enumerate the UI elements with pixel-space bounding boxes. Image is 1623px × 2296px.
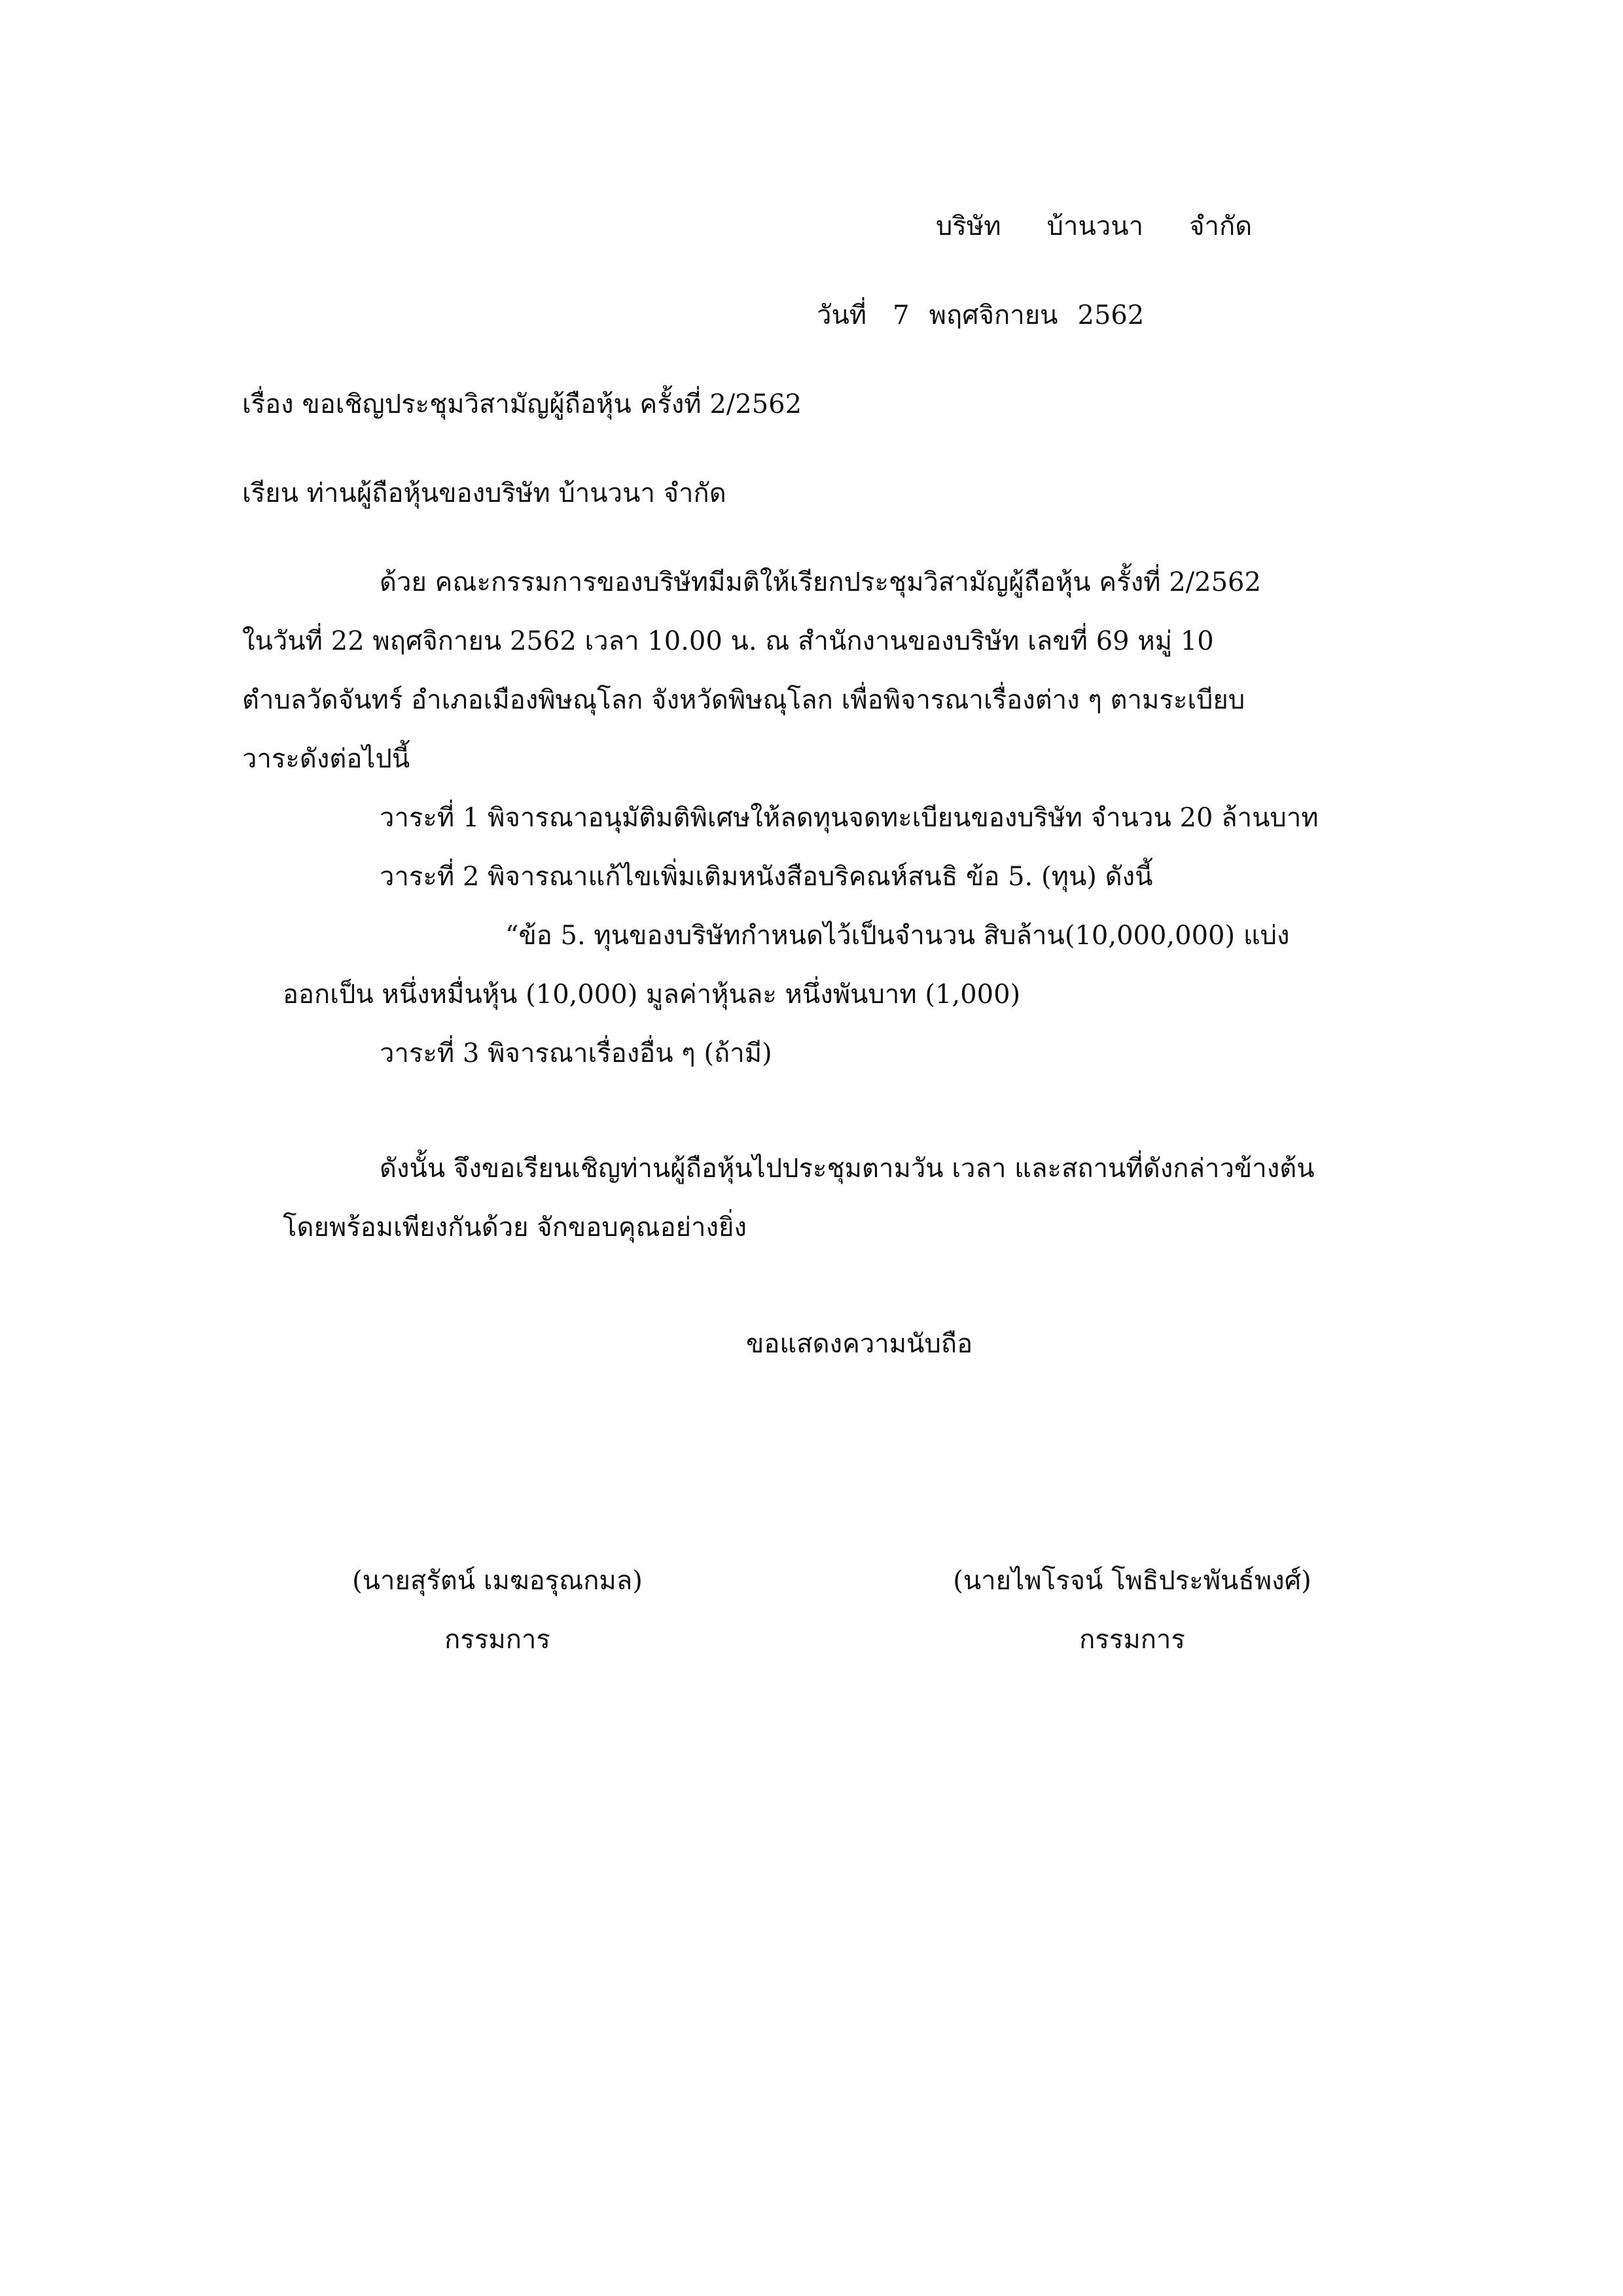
signatory-right (910, 1563, 1355, 1658)
date-year: 2562 (1077, 300, 1145, 330)
signatory-title: กรรมการ (444, 1625, 550, 1655)
para1-line2: ในวันที่ 22 พฤศจิกายน 2562 เวลา 10.00 น. ณ สำนักงานของบริษัท เลขที่ 69 หมู่ 10 (242, 626, 1214, 656)
agenda-item-1: วาระที่ 1 พิจารณาอนุมัติมติพิเศษให้ลดทุนจดทะเบียนของบริษัท จำนวน 20 ล้านบาท (380, 803, 1319, 833)
letter-date (817, 297, 1144, 334)
signatory-title: กรรมการ (1079, 1625, 1185, 1655)
quote-line-1: “ข้อ 5. ทุนของบริษัทกำหนดไว้เป็นจำนวน สิบล้าน(10,000,000) แบ่ง (505, 921, 1290, 951)
agenda-item-2: วาระที่ 2 พิจารณาแก้ไขเพิ่มเติมหนังสือบริคณห์สนธิ ข้อ 5. (ทุน) ดังนี้ (380, 862, 1153, 892)
subject-label: เรื่อง (242, 389, 294, 419)
para1-line4: วาระดังต่อไปนี้ (242, 744, 410, 774)
subject-line (242, 386, 802, 423)
signatory-name: (นายสุรัตน์ เมฆอรุณกมล) (352, 1566, 643, 1596)
company-name: บ้านวนา (1046, 211, 1144, 241)
recipient-text: ท่านผู้ถือหุ้นของบริษัท บ้านวนา จำกัด (306, 478, 726, 508)
quote-line-2: ออกเป็น หนึ่งหมื่นหุ้น (10,000) มูลค่าหุ้นละ หนึ่งพันบาท (1,000) (283, 980, 1021, 1010)
para2-line2: โดยพร้อมเพียงกันด้วย จักขอบคุณอย่างยิ่ง (283, 1212, 747, 1243)
closing-text: ขอแสดงความนับถือ (746, 1329, 973, 1359)
signatory-name: (นายไพโรจน์ โพธิประพันธ์พงศ์) (953, 1566, 1311, 1596)
recipient-line (242, 475, 726, 512)
recipient-label: เรียน (242, 478, 298, 508)
para1-line3: ตำบลวัดจันทร์ อำเภอเมืองพิษณุโลก จังหวัดพิษณุโลก เพื่อพิจารณาเรื่องต่าง ๆ ตามระเบียบ (242, 685, 1245, 715)
company-suffix: จำกัด (1189, 211, 1253, 241)
para2-line1: ดังนั้น จึงขอเรียนเชิญท่านผู้ถือหุ้นไปประชุมตามวัน เวลา และสถานที่ดังกล่าวข้างต้น (380, 1154, 1315, 1184)
company-prefix: บริษัท (936, 211, 1001, 241)
date-label: วันที่ (817, 300, 867, 330)
date-month: พฤศจิกายน (929, 300, 1058, 330)
company-header (936, 208, 1252, 245)
subject-text: ขอเชิญประชุมวิสามัญผู้ถือหุ้น ครั้งที่ 2/2562 (302, 389, 802, 419)
signatory-left (314, 1563, 681, 1658)
agenda-item-3: วาระที่ 3 พิจารณาเรื่องอื่น ๆ (ถ้ามี) (380, 1038, 772, 1069)
date-day: 7 (893, 300, 910, 330)
para1-line1: ด้วย คณะกรรมการของบริษัทมีมติให้เรียกประชุมวิสามัญผู้ถือหุ้น ครั้งที่ 2/2562 (380, 567, 1261, 597)
